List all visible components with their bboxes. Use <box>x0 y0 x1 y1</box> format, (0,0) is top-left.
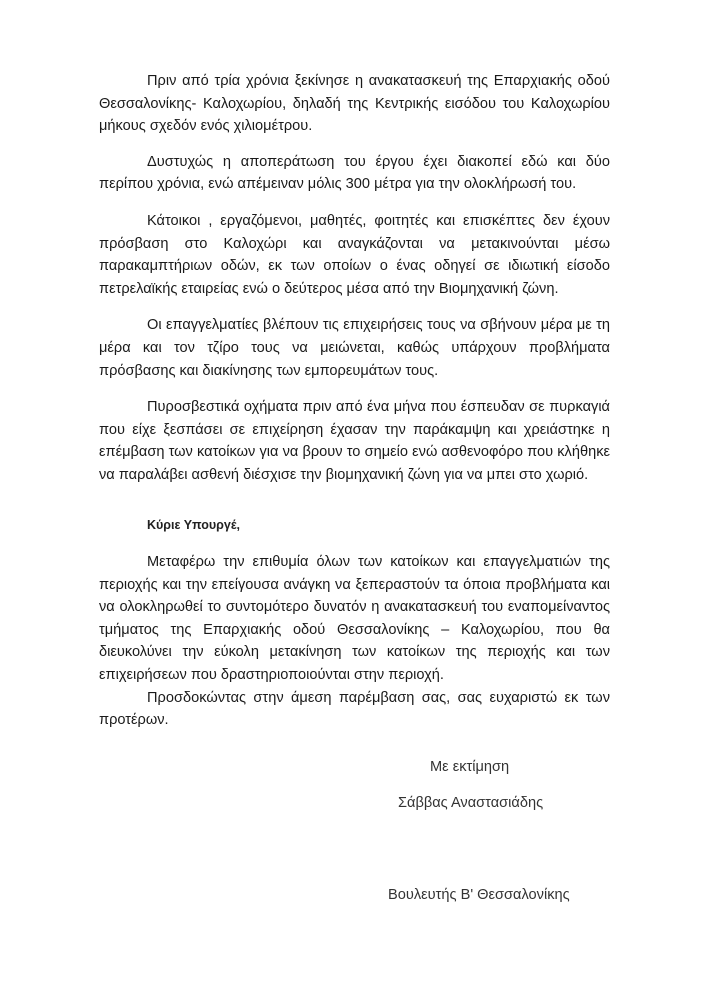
salutation: Κύριε Υπουργέ, <box>147 518 240 532</box>
letter-request <box>99 551 610 732</box>
signature-title: Βουλευτής Β' Θεσσαλονίκης <box>388 887 570 903</box>
paragraph-residents-access: Κάτοικοι , εργαζόμενοι, μαθητές, φοιτητές και επισκέπτες δεν έχουν πρόσβαση στο Καλοχώρι και αναγκάζονται να μετακινούνται μέσω παρακαμπτήριων οδών, εκ των οποίων ο ένας οδηγεί σε ιδιωτική είσοδο πετρελαϊκής εταιρείας ενώ ο δεύτερος μέσα από την Βιομηχανική ζώνη. <box>99 212 610 297</box>
signature-name: Σάββας Αναστασιάδης <box>398 795 544 811</box>
paragraph-emergency-vehicles: Πυροσβεστικά οχήματα πριν από ένα μήνα που έσπευδαν σε πυρκαγιά που είχε ξεσπάσει σε επιχείρηση έχασαν την παράκαμψη και χρειάστηκε η επέμβαση των κατοίκων για να βρουν το σημείο ενώ ασθενοφόρο που κλήθηκε να παραλάβει ασθενή διέσχισε την βιομηχανική ζώνη για να μπει στο χωριό. <box>99 399 610 483</box>
closing-regards: Με εκτίμηση <box>430 759 510 775</box>
paragraph-work-halted: Δυστυχώς η αποπεράτωση του έργου έχει διακοπεί εδώ και δύο περίπου χρόνια, ενώ απέμειναν μόλις 300 μέτρα για την ολοκλήρωσή του. <box>99 153 610 193</box>
letter-body <box>99 70 610 487</box>
paragraph-businesses: Οι επαγγελματίες βλέπουν τις επιχειρήσεις τους να σβήνουν μέρα με τη μέρα και τον τζίρο τους να μειώνεται, καθώς υπάρχουν προβλήματα πρόσβασης και διακίνησης των εμπορευμάτων τους. <box>99 317 610 379</box>
paragraph-request: Μεταφέρω την επιθυμία όλων των κατοίκων και επαγγελματιών της περιοχής και την επείγουσα ανάγκη να ξεπεραστούν τα όποια προβλήματα και να ολοκληρωθεί το συντομότερο δυνατόν η ανακατασκευή του εναπομείναντος τμήματος της Επαρχιακής οδού Θεσσαλονίκης – Καλοχωρίου, που θα διευκολύνει την εύκολη μετακίνηση των κατοίκων της περιοχής και των επιχειρήσεων που δραστηριοποιούνται στην περιοχή. <box>99 554 610 683</box>
paragraph-road-reconstruction: Πριν από τρία χρόνια ξεκίνησε η ανακατασκευή της Επαρχιακής οδού Θεσσαλονίκης- Καλοχωρίου, δηλαδή της Κεντρικής εισόδου του Καλοχωρίου μήκους σχεδόν ενός χιλιομέτρου. <box>99 73 610 135</box>
paragraph-thanks: Προσδοκώντας στην άμεση παρέμβαση σας, σας ευχαριστώ εκ των προτέρων. <box>99 689 610 729</box>
